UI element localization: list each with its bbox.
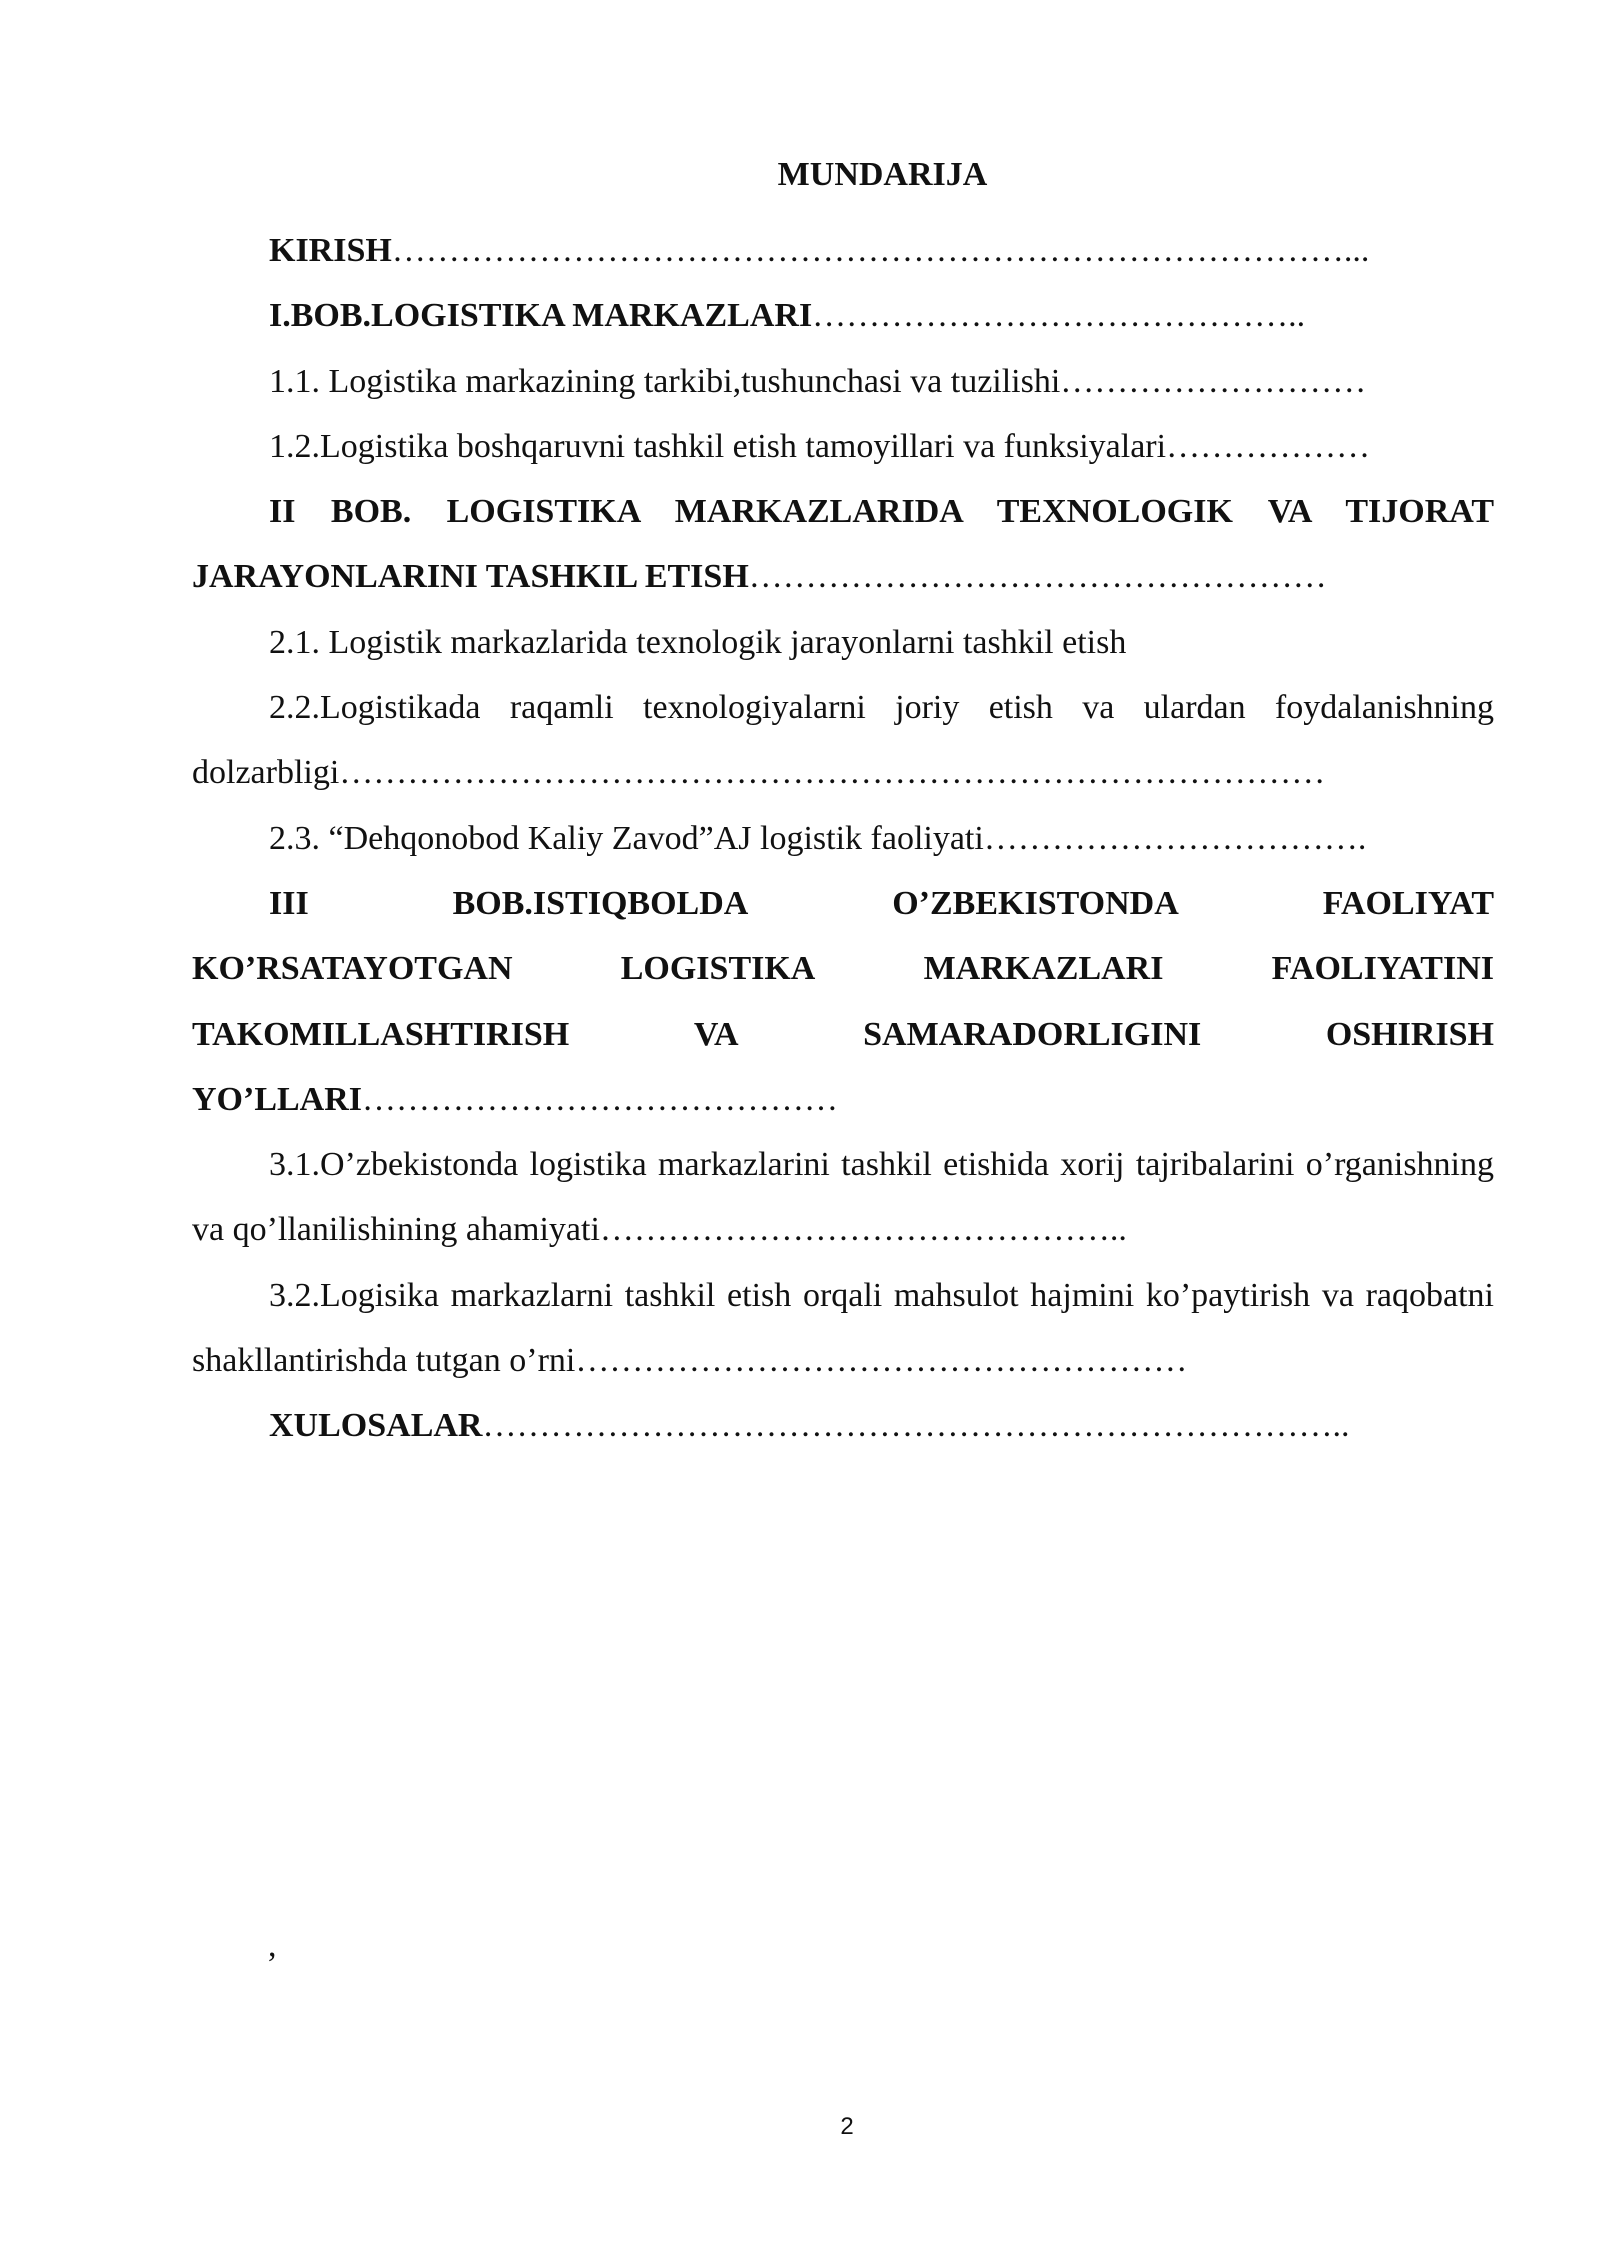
toc-leader: ……………………………………..	[812, 297, 1306, 335]
toc-line	[192, 1067, 1494, 1132]
toc-entry-2-3	[192, 806, 1494, 871]
toc-line	[192, 871, 1494, 936]
toc-entry-label: II BOB. LOGISTIKA MARKAZLARIDA TEXNOLOGIK VA TIJORAT JARAYONLARINI TASHKIL ETISH	[192, 493, 1494, 596]
toc-entry-3-1	[192, 1132, 1494, 1263]
toc-entry-label: 2.3. “Dehqonobod Kaliy Zavod”AJ logistik faoliyati	[269, 819, 984, 857]
toc-leader: ………………………………………..	[599, 1211, 1127, 1249]
toc-entry-label: 2.1. Logistik markazlarida texnologik jarayonlarni tashkil etish	[269, 623, 1127, 661]
toc-entry-label: 1.1. Logistika markazining tarkibi,tushunchasi va tuzilishi	[269, 362, 1061, 400]
toc-entry-kirish	[192, 218, 1494, 283]
toc-entry-2-2	[192, 675, 1494, 806]
toc-leader: ………………………………………………	[575, 1342, 1188, 1380]
toc-entry-1-2	[192, 414, 1494, 479]
toc-entry-label: 3.2.Logisika markazlarni tashkil etish orqali mahsulot hajmini ko’paytirish va raqobatni shakllantirishda tutgan o’rni	[192, 1276, 1494, 1380]
toc-leader: ……………………………………	[362, 1080, 839, 1118]
page-number: 2	[840, 2113, 854, 2140]
toc-word: LOGISTIKA	[620, 950, 816, 988]
toc-word: YO’LLARI	[192, 1080, 363, 1118]
toc-leader: …………………………………………………………………..	[482, 1407, 1350, 1445]
toc-entry-label: 2.2.Logistikada raqamli texnologiyalarni joriy etish va ulardan foydalanishning dolzarbligi	[192, 689, 1494, 792]
toc-word: BOB.ISTIQBOLDA	[452, 884, 749, 922]
toc-word: VA	[693, 1015, 739, 1053]
toc-leader: ………………………	[1060, 362, 1367, 400]
toc-word: III	[269, 884, 309, 922]
toc-word: OSHIRISH	[1325, 1015, 1494, 1053]
toc-line	[192, 1002, 1494, 1067]
toc-entry-3-2	[192, 1263, 1494, 1394]
toc-word: KO’RSATAYOTGAN	[192, 950, 513, 988]
table-of-contents	[192, 218, 1494, 1459]
toc-word: SAMARADORLIGINI	[863, 1015, 1202, 1053]
toc-entry-label: KIRISH	[269, 232, 392, 269]
toc-title: MUNDARIJA	[777, 156, 988, 193]
toc-entry-chapter-2	[192, 479, 1494, 610]
toc-entry-label: 3.1.O’zbekistonda logistika markazlarini tashkil etishida xorij tajribalarini o’rganishning va qo’llanilishining ahamiyati	[192, 1146, 1494, 1249]
toc-word: FAOLIYATINI	[1271, 950, 1494, 988]
stray-comma: ,	[268, 1927, 277, 1964]
toc-entry-1-1	[192, 349, 1494, 414]
toc-leader: ……………………………………………………………………………	[339, 754, 1326, 792]
toc-word: TAKOMILLASHTIRISH	[192, 1015, 570, 1053]
toc-line	[192, 936, 1494, 1001]
toc-leader: …………………………….	[983, 819, 1367, 857]
toc-leader: …………………………………………………………………………...	[391, 232, 1370, 269]
toc-entry-xulosalar	[192, 1393, 1494, 1458]
toc-entry-label: I.BOB.LOGISTIKA MARKAZLARI	[269, 297, 813, 335]
toc-entry-chapter-3	[192, 871, 1494, 1132]
toc-word: O’ZBEKISTONDA	[892, 884, 1179, 922]
toc-entry-2-1	[192, 610, 1494, 675]
toc-word: FAOLIYAT	[1322, 884, 1494, 922]
toc-entry-chapter-1	[192, 283, 1494, 348]
toc-word: MARKAZLARI	[923, 950, 1164, 988]
toc-entry-label: 1.2.Logistika boshqaruvni tashkil etish tamoyillari va funksiyalari	[269, 427, 1167, 465]
toc-leader: ………………	[1166, 427, 1371, 465]
toc-entry-label: XULOSALAR	[269, 1407, 483, 1445]
toc-leader: ……………………………………………	[748, 558, 1327, 596]
